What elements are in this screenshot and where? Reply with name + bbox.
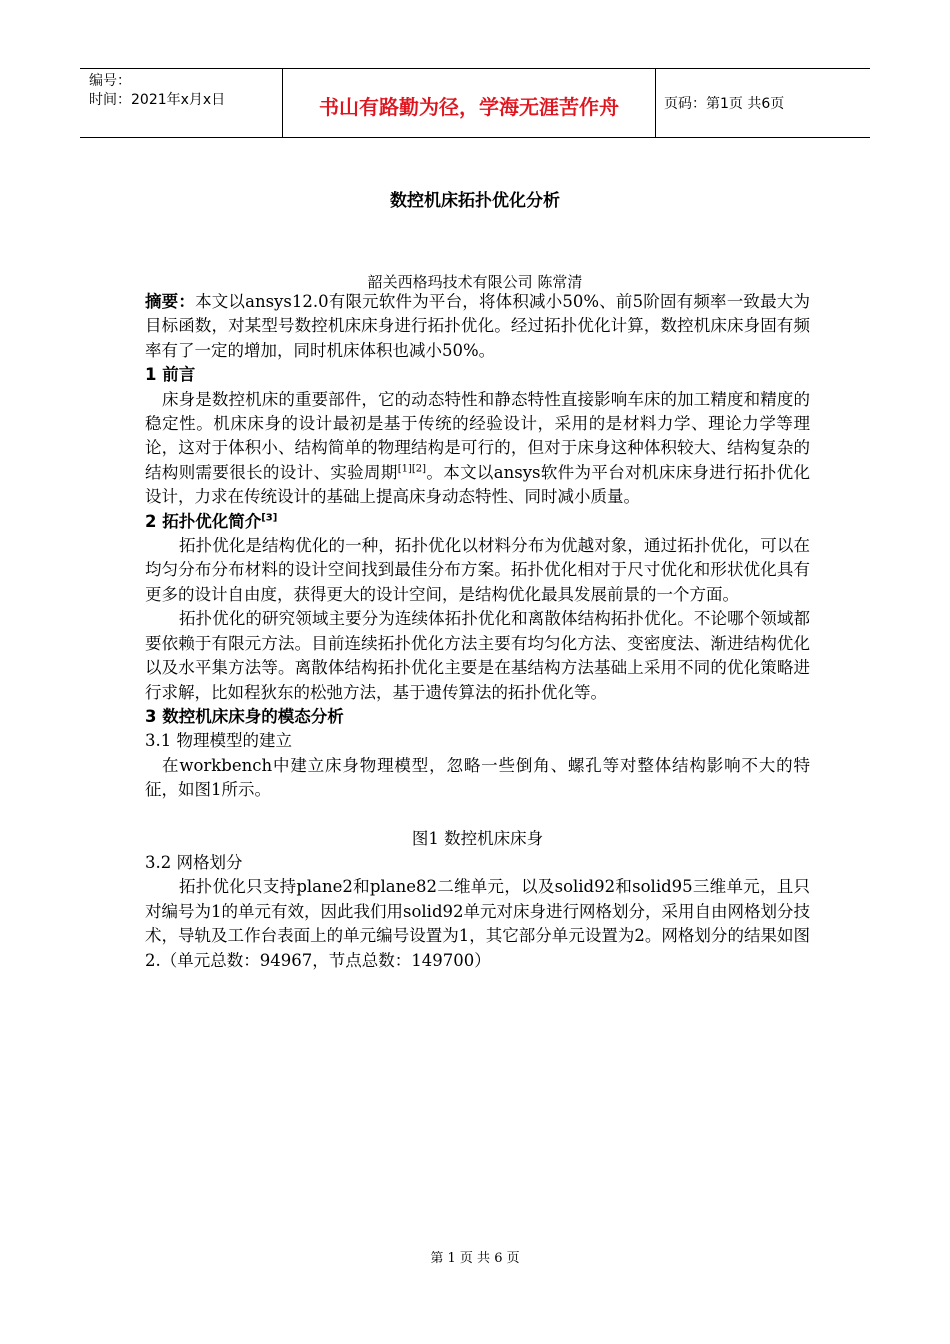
section3-heading: 3 数控机床床身的模态分析 [145, 706, 344, 726]
section1-text-a: 床身是数控机床的重要部件，它的动态特性和静态特性直接影响车床的加工精度和精度的稳定性。机床床身的设计最初是基于传统的经验设计，采用的是材料力学、理论力学等理论，这对于体积小、结构简单的物理结构是可行的，但对于床身这种体积较大、结构复杂的结构则需要很长的设计、实验周期 [145, 389, 810, 482]
header-right-cell [654, 69, 870, 137]
abstract-text: 本文以ansys12.0有限元软件为平台，将体积减小50%、前5阶固有频率一致最大为目标函数，对某型号数控机床床身进行拓扑优化。经过拓扑优化计算，数控机床床身固有频率有了一定的增加，同时机床体积也减小50%。 [145, 292, 810, 360]
subsection-3-1-heading: 3.1 物理模型的建立 [145, 731, 292, 751]
author-line: 韶关西格玛技术有限公司 陈常清 [367, 273, 583, 291]
abstract-label: 摘要： [145, 292, 196, 311]
section2-paragraph-2: 拓扑优化的研究领域主要分为连续体拓扑优化和离散体结构拓扑优化。不论哪个领域都要依赖于有限元方法。目前连续拓扑优化方法主要有均匀化方法、变密度法、渐进结构优化以及水平集方法等。离散体结构拓扑优化主要是在基结构方法基础上采用不同的优化策略进行求解，比如程狄东的松弛方法，基于遗传算法的拓扑优化等。 [145, 609, 810, 702]
abstract-paragraph [145, 290, 810, 363]
section1-paragraph [145, 388, 810, 510]
header-left-cell [80, 69, 282, 137]
section2-heading-line [145, 510, 810, 534]
header-page-info: 页码：第1页 共6页 [664, 96, 785, 112]
section3-1-paragraph: 在workbench中建立床身物理模型，忽略一些倒角、螺孔等对整体结构影响不大的特征，如图1所示。 [145, 755, 810, 800]
section3-2-paragraph: 拓扑优化只支持plane2和plane82二维单元，以及solid92和solid95三维单元，且只对编号为1的单元有效，因此我们用solid92单元对床身进行网格划分，采用自由网格划分技术，导轨及工作台表面上的单元编号设置为1，其它部分单元设置为2。网格划分的结果如图2.（单元总数：94967，节点总数：149700） [145, 877, 811, 970]
section2-paragraph-1: 拓扑优化是结构优化的一种，拓扑优化以材料分布为优越对象，通过拓扑优化，可以在均匀分布分布材料的设计空间找到最佳分布方案。拓扑优化相对于尺寸优化和形状优化具有更多的设计自由度，获得更大的设计空间，是结构优化最具发展前景的一个方面。 [145, 536, 810, 604]
citation-3: [3] [261, 512, 278, 524]
citation-1-2: [1][2] [397, 463, 427, 475]
figure-1-caption: 图1 数控机床床身 [411, 828, 544, 848]
page-header [80, 68, 870, 138]
document-body [145, 290, 810, 973]
section2-heading: 2 拓扑优化简介 [145, 511, 262, 531]
section1-heading: 1 前言 [145, 365, 196, 385]
page-footer: 第 1 页 共 6 页 [430, 1251, 520, 1266]
header-motto-cell [282, 69, 656, 137]
document-title: 数控机床拓扑优化分析 [390, 191, 560, 211]
header-motto: 书山有路勤为径，学海无涯苦作舟 [319, 95, 619, 119]
date-label: 时间：2021年x月x日 [89, 92, 226, 108]
serial-label: 编号： [89, 73, 131, 89]
section1-text-b: 。本文以ansys软件为平台对机床床身进行拓扑优化设计，力求在传统设计的基础上提高床身动态特性、同时减小质量。 [145, 462, 810, 507]
subsection-3-2-heading: 3.2 网格划分 [145, 852, 243, 872]
